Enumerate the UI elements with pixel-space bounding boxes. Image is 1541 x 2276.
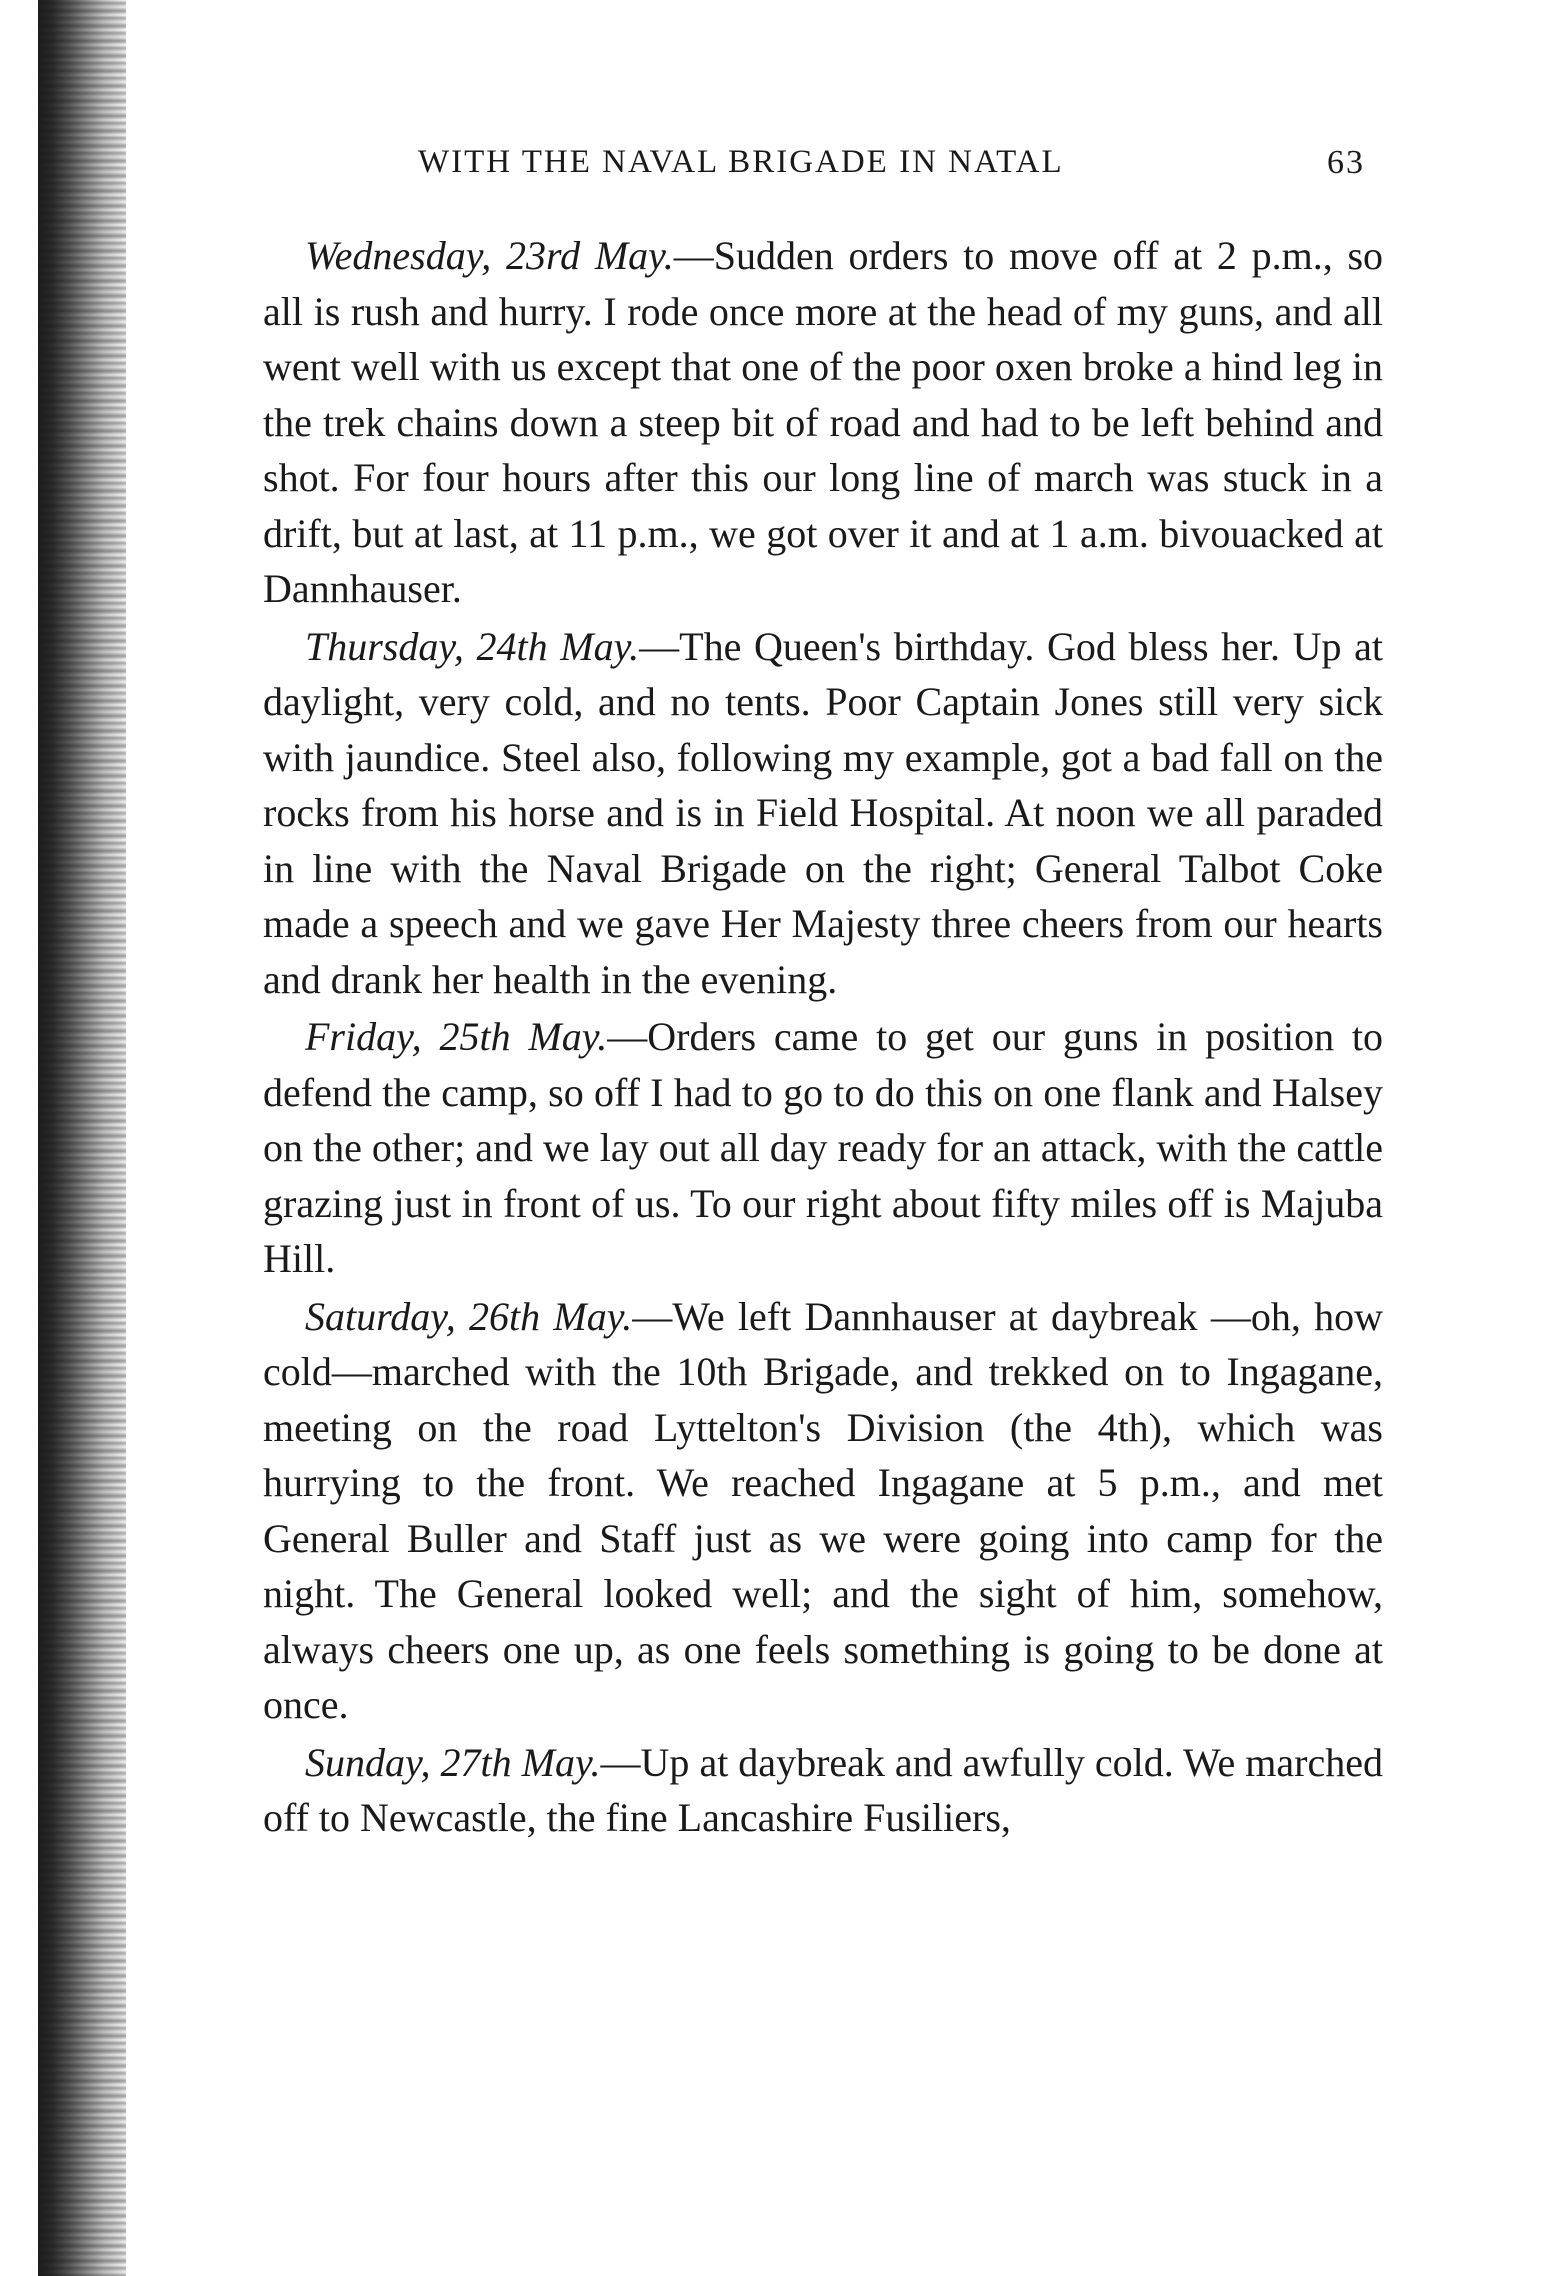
diary-entries xyxy=(263,228,1383,1846)
entry-text: —The Queen's birthday. God bless her. Up at daylight, very cold, and no tents. Poor Captain Jones still very sick with jaundice. Steel also, following my example, got a bad fall on the rocks from his horse and is in Field Hospital. At noon we all paraded in line with the Naval Brigade on the right; General Talbot Coke made a speech and we gave Her Majesty three cheers from our hearts and drank her health in the evening. xyxy=(263,623,1383,1002)
entry-date: Saturday, 26th May. xyxy=(305,1293,633,1339)
diary-entry xyxy=(263,1289,1383,1733)
book-page xyxy=(263,138,1383,2168)
entry-text: —We left Dannhauser at daybreak —oh, how cold—marched with the 10th Brigade, and trekked on to Ingagane, meeting on the road Lyttelton's Division (the 4th), which was hurrying to the front. We reached Ingagane at 5 p.m., and met General Buller and Staff just as we were going into camp for the night. The General looked well; and the sight of him, somehow, always cheers one up, as one feels something is going to be done at once. xyxy=(263,1293,1383,1727)
entry-date: Thursday, 24th May. xyxy=(305,623,640,669)
running-title: WITH THE NAVAL BRIGADE IN NATAL xyxy=(418,144,1064,180)
diary-entry xyxy=(263,619,1383,1008)
entry-date: Sunday, 27th May. xyxy=(305,1739,601,1785)
running-head xyxy=(263,138,1383,198)
diary-entry xyxy=(263,228,1383,617)
entry-date: Wednesday, 23rd May. xyxy=(305,233,674,278)
entry-text: —Up at daybreak and awfully cold. We marched off to Newcastle, the fine Lancashire Fusiliers, xyxy=(263,1739,1384,1840)
book-binding-edge xyxy=(38,0,126,2276)
page-number: 63 xyxy=(1327,144,1365,181)
diary-entry xyxy=(263,1009,1383,1287)
entry-date: Friday, 25th May. xyxy=(305,1014,608,1059)
entry-text: —Orders came to get our guns in position to defend the camp, so off I had to go to do this on one flank and Halsey on the other; and we lay out all day ready for an attack, with the cattle grazing just in front of us. To our right about fifty miles off is Majuba Hill. xyxy=(263,1014,1383,1281)
diary-entry xyxy=(263,1735,1383,1846)
entry-text: —Sudden orders to move off at 2 p.m., so all is rush and hurry. I rode once more at the head of my guns, and all went well with us except that one of the poor oxen broke a hind leg in the trek chains down a steep bit of road and had to be left behind and shot. For four hours after this our long line of march was stuck in a drift, but at last, at 11 p.m., we got over it and at 1 a.m. bivouacked at Dannhauser. xyxy=(263,233,1384,611)
